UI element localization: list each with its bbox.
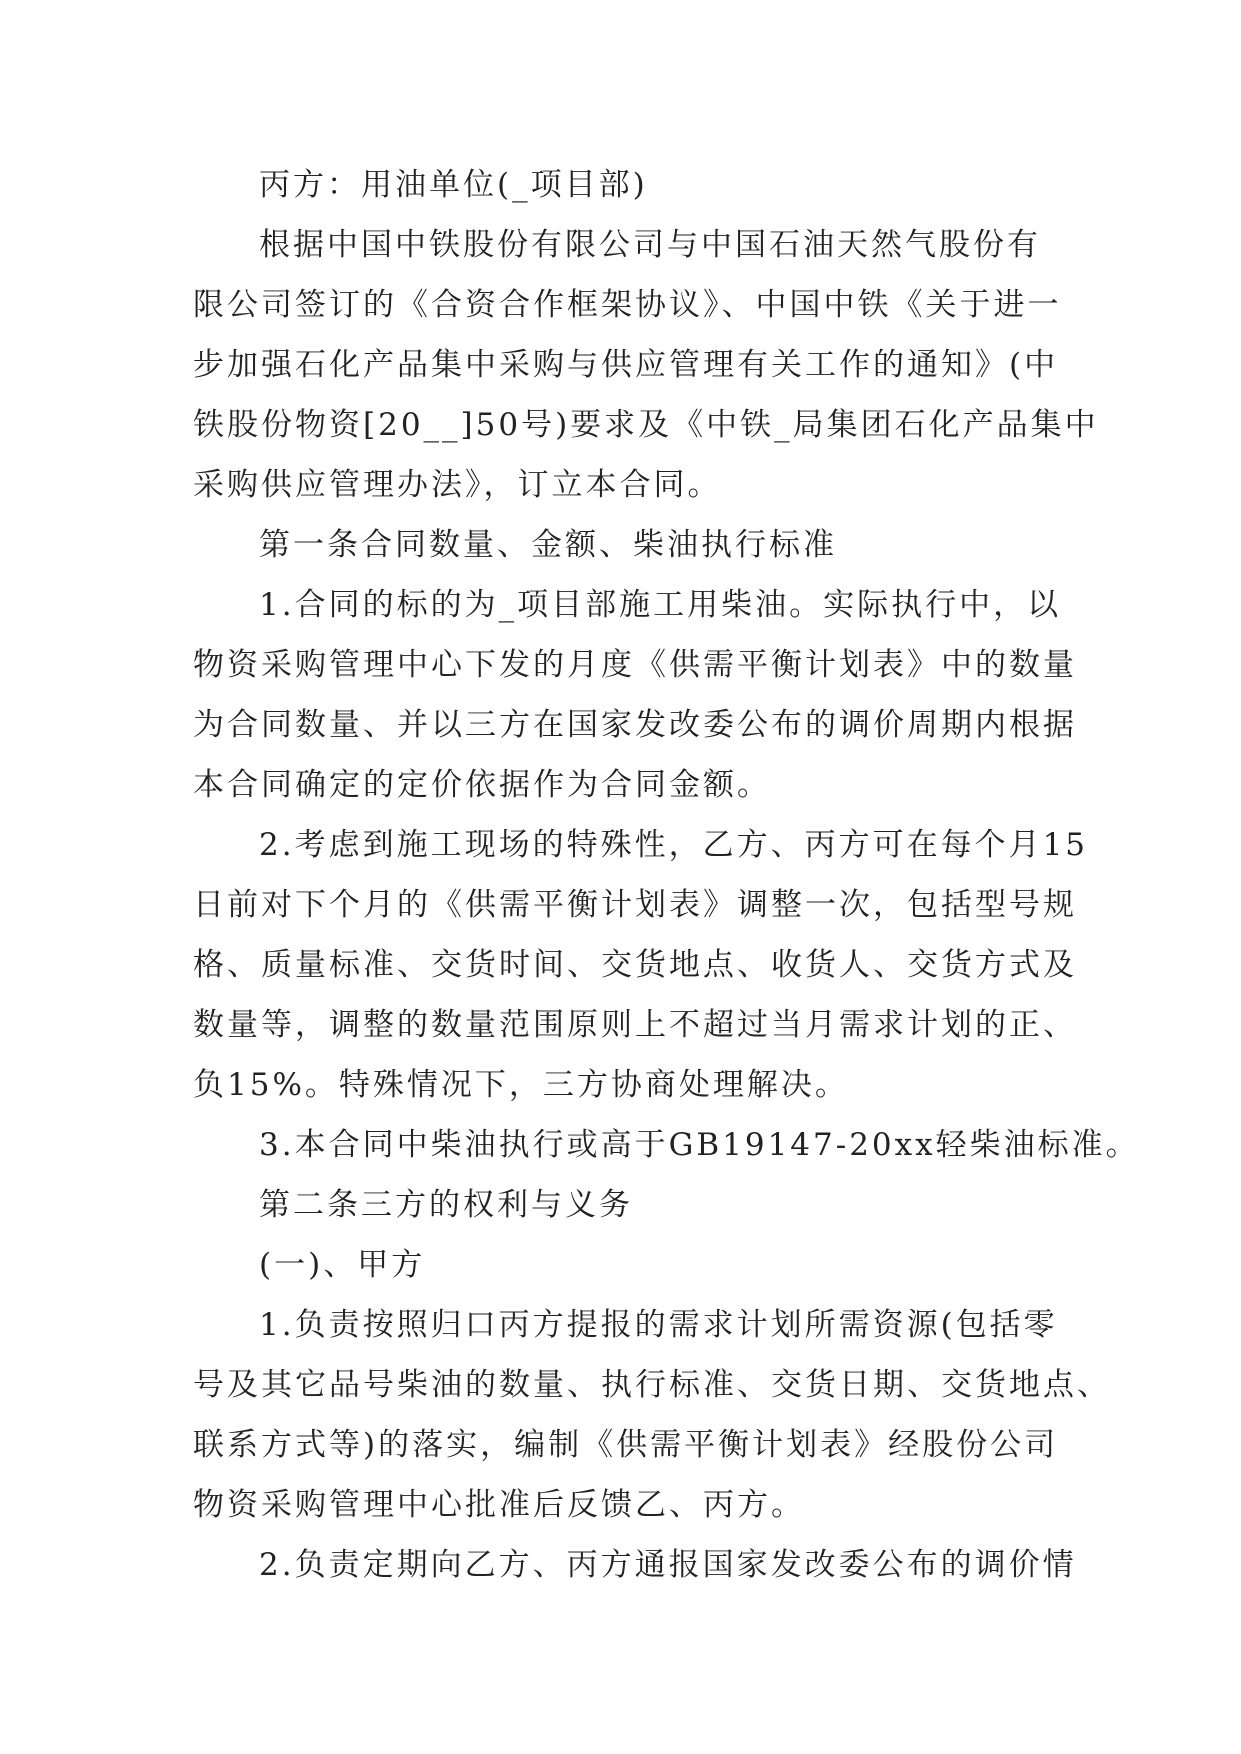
text-line: 限公司签订的《合资合作框架协议》、中国中铁《关于进一 [193,287,1062,323]
text-line: 步加强石化产品集中采购与供应管理有关工作的通知》(中 [193,347,1059,383]
text-line: 格、质量标准、交货时间、交货地点、收货人、交货方式及 [193,947,1077,983]
text-line: 采购供应管理办法》，订立本合同。 [193,467,722,503]
text-line: 联系方式等)的落实，编制《供需平衡计划表》经股份公司 [193,1427,1059,1463]
text-line: 数量等，调整的数量范围原则上不超过当月需求计划的正、 [193,1007,1077,1043]
text-line: 号及其它品号柴油的数量、执行标准、交货日期、交货地点、 [193,1367,1111,1403]
text-line: 丙方：用油单位(_项目部) [259,167,648,203]
text-line: 铁股份物资[20__]50号)要求及《中铁_局集团石化产品集中 [193,407,1099,443]
section-heading: 第二条三方的权利与义务 [259,1187,633,1223]
text-line: 2.考虑到施工现场的特殊性，乙方、丙方可在每个月15 [259,827,1089,863]
subsection-heading: (一)、甲方 [259,1247,426,1283]
text-line: 物资采购管理中心批准后反馈乙、丙方。 [193,1487,805,1523]
text-line: 1.合同的标的为_项目部施工用柴油。实际执行中，以 [259,587,1062,623]
text-line: 本合同确定的定价依据作为合同金额。 [193,767,771,803]
text-line: 物资采购管理中心下发的月度《供需平衡计划表》中的数量 [193,647,1077,683]
text-line: 3.本合同中柴油执行或高于GB19147-20xx轻柴油标准。 [259,1127,1140,1163]
text-line: 负15%。特殊情况下，三方协商处理解决。 [193,1067,849,1103]
section-heading: 第一条合同数量、金额、柴油执行标准 [259,527,837,563]
text-line: 1.负责按照归口丙方提报的需求计划所需资源(包括零 [259,1307,1058,1343]
text-line: 日前对下个月的《供需平衡计划表》调整一次，包括型号规 [193,887,1077,923]
document-page [193,155,1140,1595]
text-line: 为合同数量、并以三方在国家发改委公布的调价周期内根据 [193,707,1077,743]
text-line: 2.负责定期向乙方、丙方通报国家发改委公布的调价情 [259,1547,1077,1583]
text-line: 根据中国中铁股份有限公司与中国石油天然气股份有 [259,227,1041,263]
